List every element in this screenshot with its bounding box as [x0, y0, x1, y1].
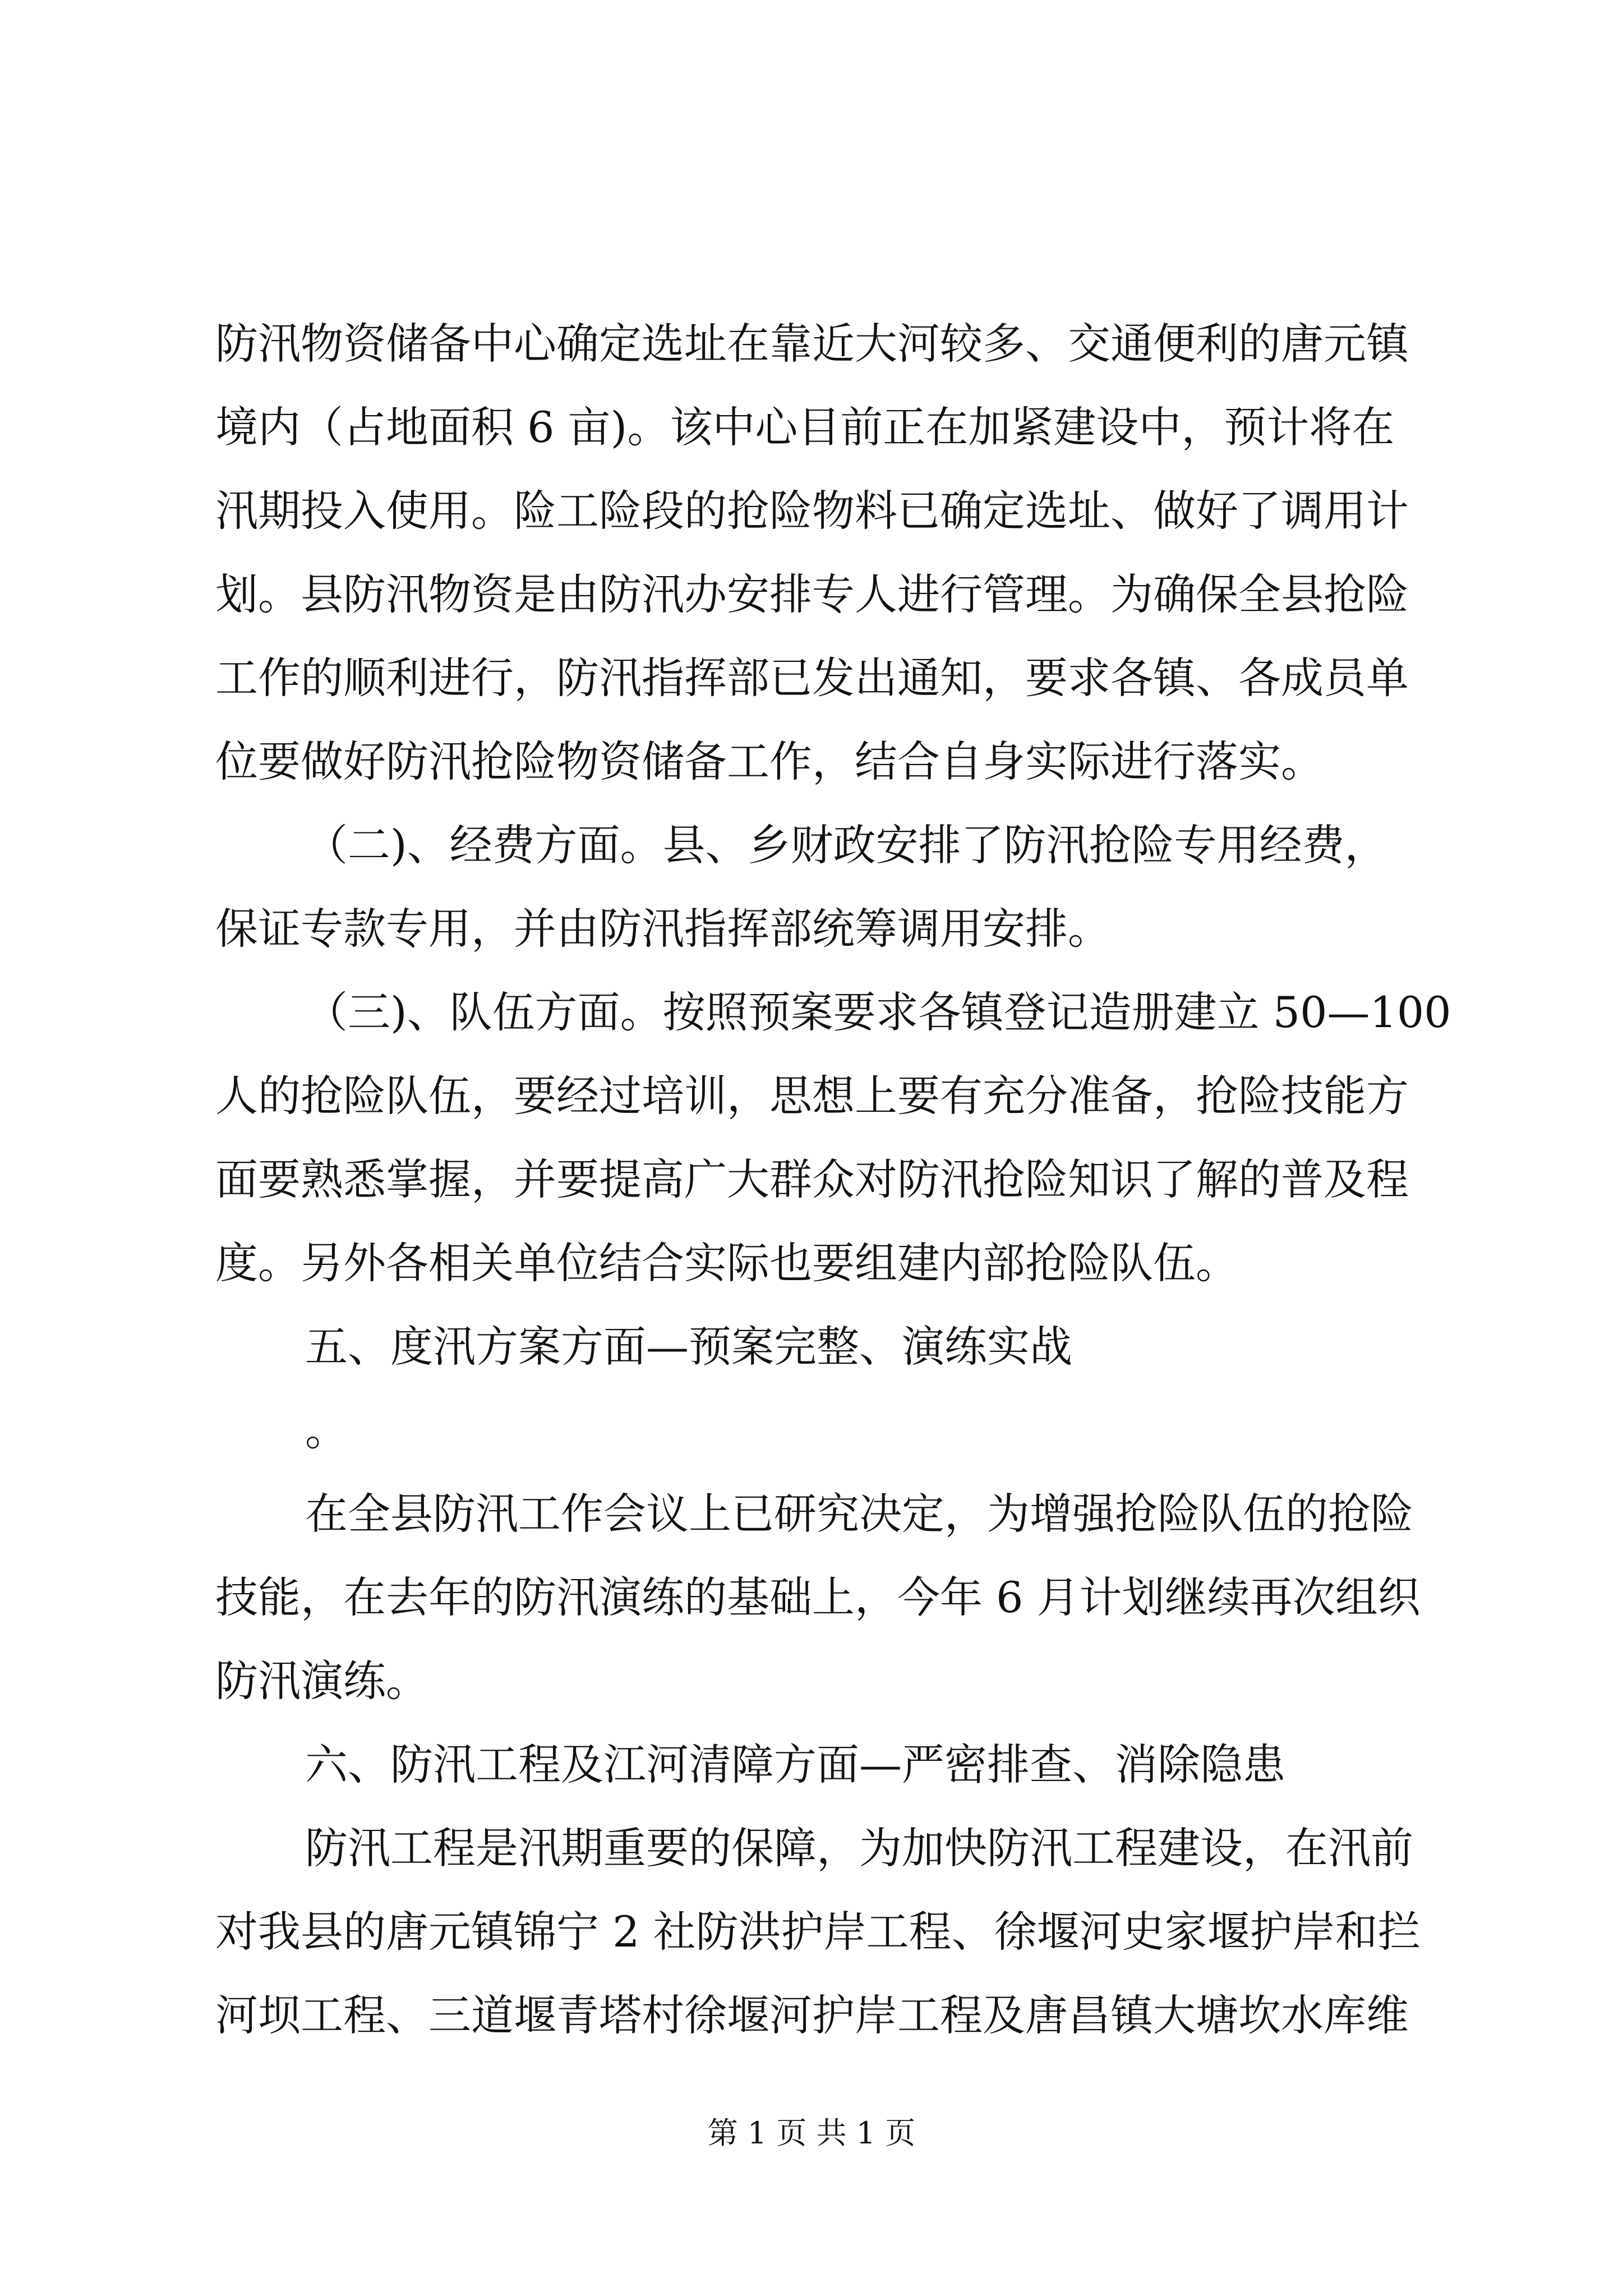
text-line: （二)、经费方面。县、乡财政安排了防汛抢险专用经费， — [305, 820, 1387, 870]
document-body — [215, 302, 1451, 2057]
text-line: 对我县的唐元镇锦宁 2 社防洪护岸工程、徐堰河史家堰护岸和拦 — [215, 1907, 1421, 1957]
text-line: 保证专款专用，并由防汛指挥部统筹调用安排。 — [215, 904, 1110, 954]
text-line: 面要熟悉掌握，并要提高广大群众对防汛抢险知识了解的普及程 — [215, 1154, 1409, 1204]
text-line: 技能，在去年的防汛演练的基础上，今年 6 月计划继续再次组织 — [215, 1572, 1421, 1622]
text-line: 划。县防汛物资是由防汛办安排专人进行管理。为确保全县抢险 — [215, 569, 1409, 619]
text-line: 防汛工程是汛期重要的保障，为加快防汛工程建设，在汛前 — [305, 1823, 1413, 1873]
page-footer — [0, 2114, 1623, 2153]
text-line: 防汛物资储备中心确定选址在靠近大河较多、交通便利的唐元镇 — [215, 319, 1409, 369]
text-line: 。 — [305, 1405, 348, 1455]
text-line: 汛期投入使用。险工险段的抢险物料已确定选址、做好了调用计 — [215, 486, 1409, 536]
text-line: 人的抢险队伍，要经过培训，思想上要有充分准备，抢险技能方 — [215, 1071, 1409, 1121]
text-line: 在全县防汛工作会议上已研究决定，为增强抢险队伍的抢险 — [305, 1489, 1413, 1539]
text-line: （三)、队伍方面。按照预案要求各镇登记造册建立 50—100 — [305, 987, 1451, 1037]
text-line: 度。另外各相关单位结合实际也要组建内部抢险队伍。 — [215, 1238, 1238, 1288]
text-line: 河坝工程、三道堰青塔村徐堰河护岸工程及唐昌镇大塘坎水库维 — [215, 1990, 1409, 2040]
text-line: 工作的顺利进行，防汛指挥部已发出通知，要求各镇、各成员单 — [215, 653, 1409, 703]
page-number-label: 第 1 页 共 1 页 — [707, 2115, 916, 2151]
text-line: 境内（占地面积 6 亩)。该中心目前正在加紧建设中，预计将在 — [215, 402, 1395, 452]
section-heading: 六、防汛工程及江河清障方面—严密排查、消除隐患 — [305, 1740, 1285, 1789]
section-heading: 五、度汛方案方面—预案完整、演练实战 — [305, 1322, 1072, 1372]
text-line: 位要做好防汛抢险物资储备工作，结合自身实际进行落实。 — [215, 737, 1324, 786]
text-line: 防汛演练。 — [215, 1656, 428, 1706]
